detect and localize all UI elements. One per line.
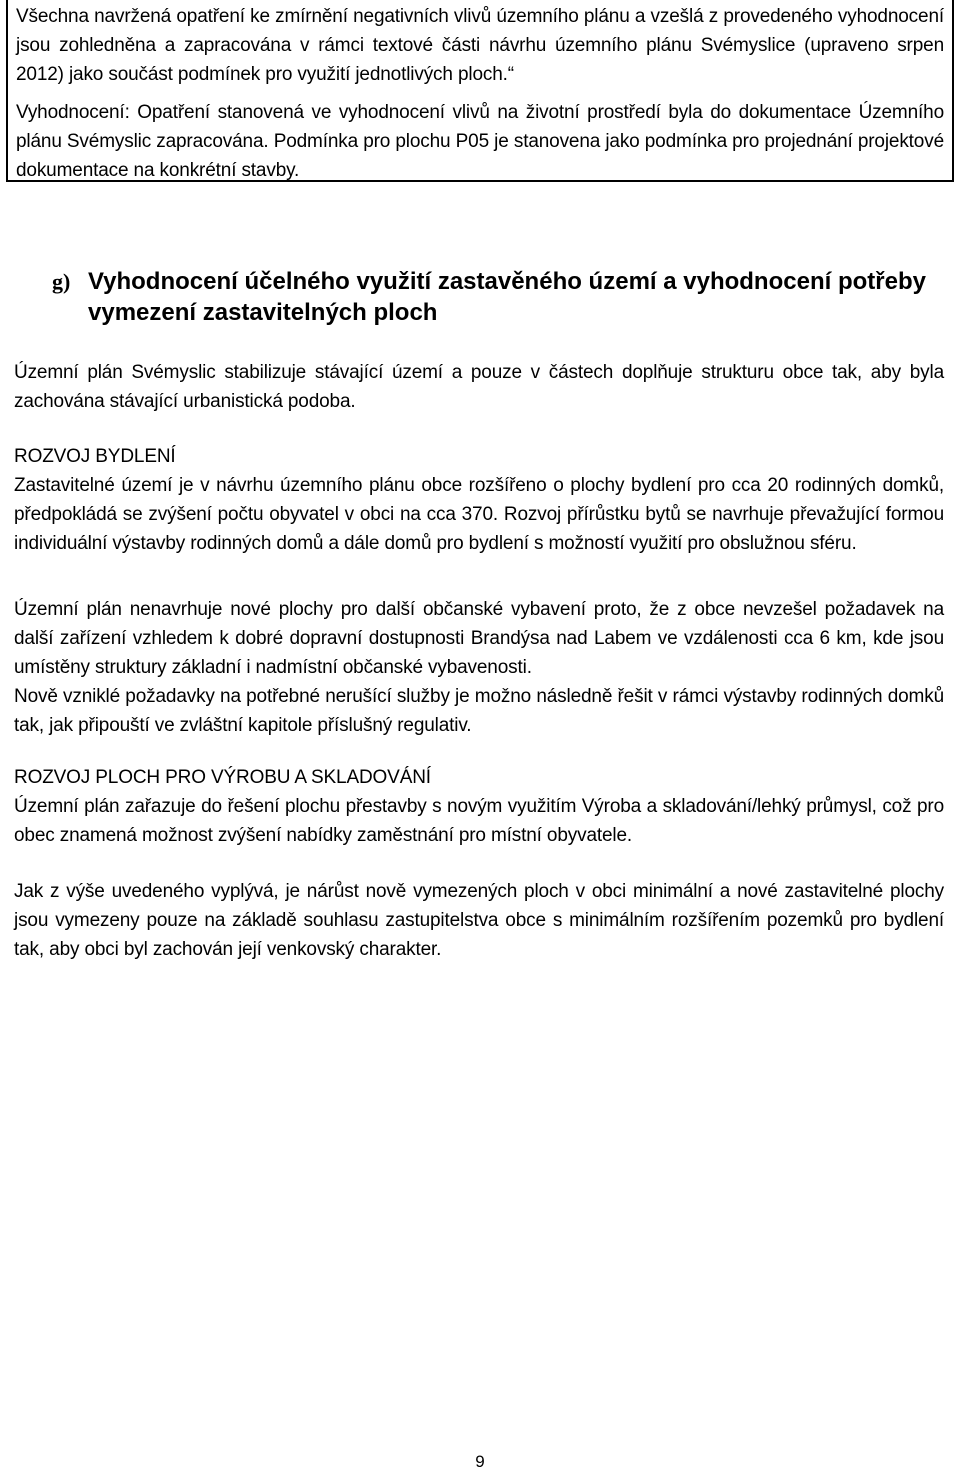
vyroba-paragraph: Územní plán zařazuje do řešení plochu přestavby s novým využitím Výroba a skladování/lehký průmysl, což pro obec znamená možnost zvýšení nabídky zaměstnání pro místní obyvatele. xyxy=(14,796,944,846)
framed-text-box xyxy=(6,0,954,182)
intro-paragraph-block xyxy=(14,358,944,416)
page-number: 9 xyxy=(475,1452,485,1471)
box-paragraph: Všechna navržená opatření ke zmírnění negativních vlivů územního plánu a vzešlá z provedeného vyhodnocení jsou zohledněna a zapracována v rámci textové části návrhu územního plánu Svémyslice (upraveno srpen 2012) jako součást podmínek pro využití jednotlivých ploch.“ xyxy=(16,6,944,85)
vyroba-heading: ROZVOJ PLOCH PRO VÝROBU A SKLADOVÁNÍ xyxy=(14,767,431,788)
section-letter: g) xyxy=(52,269,71,294)
conclusion-paragraph: Jak z výše uvedeného vyplývá, je nárůst nově vymezených ploch v obci minimální a nové zastavitelné plochy jsou vymezeny pouze na základě souhlasu zastupitelstva obce s minimálním rozšířením pozemků pro bydlení tak, aby obci byl zachován její venkovský charakter. xyxy=(14,881,944,960)
section-title-line2: vymezení zastavitelných ploch xyxy=(88,299,438,326)
section-heading xyxy=(52,266,932,328)
obcanske-paragraph: Územní plán nenavrhuje nové plochy pro další občanské vybavení proto, že z obce nevzešel požadavek na další zařízení vzhledem k dobré dopravní dostupnosti Brandýsa nad Labem ve vzdálenosti cca 6 km, kde jsou umístěny struktury základní i nadmístní občanské vybavenosti. xyxy=(14,599,944,678)
intro-paragraph: Územní plán Svémyslic stabilizuje stávající území a pouze v částech doplňuje strukturu obce tak, aby byla zachována stávající urbanistická podoba. xyxy=(14,362,944,412)
bydleni-paragraph: Zastavitelné území je v návrhu územního plánu obce rozšířeno o plochy bydlení pro cca 20 rodinných domků, předpokládá se zvýšení počtu obyvatel v obci na cca 370. Rozvoj přírůstku bytů se navrhuje převažující formou individuální výstavby rodinných domů a dále domů pro bydlení s možností využití pro obslužnou sféru. xyxy=(14,475,944,554)
bydleni-heading: ROZVOJ BYDLENÍ xyxy=(14,446,176,467)
conclusion-block xyxy=(14,877,944,964)
box-evaluation-paragraph: Vyhodnocení: Opatření stanovená ve vyhodnocení vlivů na životní prostředí byla do dokumentace Územního plánu Svémyslic zapracována. Podmínka pro plochu P05 je stanovena jako podmínka pro projednání projektové dokumentace na konkrétní stavby. xyxy=(16,102,944,181)
bydleni-section xyxy=(14,442,944,558)
obcanske-section xyxy=(14,595,944,740)
section-title-line1: Vyhodnocení účelného využití zastavěného území a vyhodnocení potřeby xyxy=(88,268,926,295)
vyroba-section xyxy=(14,763,944,850)
obcanske-services-paragraph: Nově vzniklé požadavky na potřebné nerušící služby je možno následně řešit v rámci výstavby rodinných domků tak, jak připouští ve zvláštní kapitole příslušný regulativ. xyxy=(14,686,944,736)
section-heading-line1 xyxy=(52,266,932,297)
